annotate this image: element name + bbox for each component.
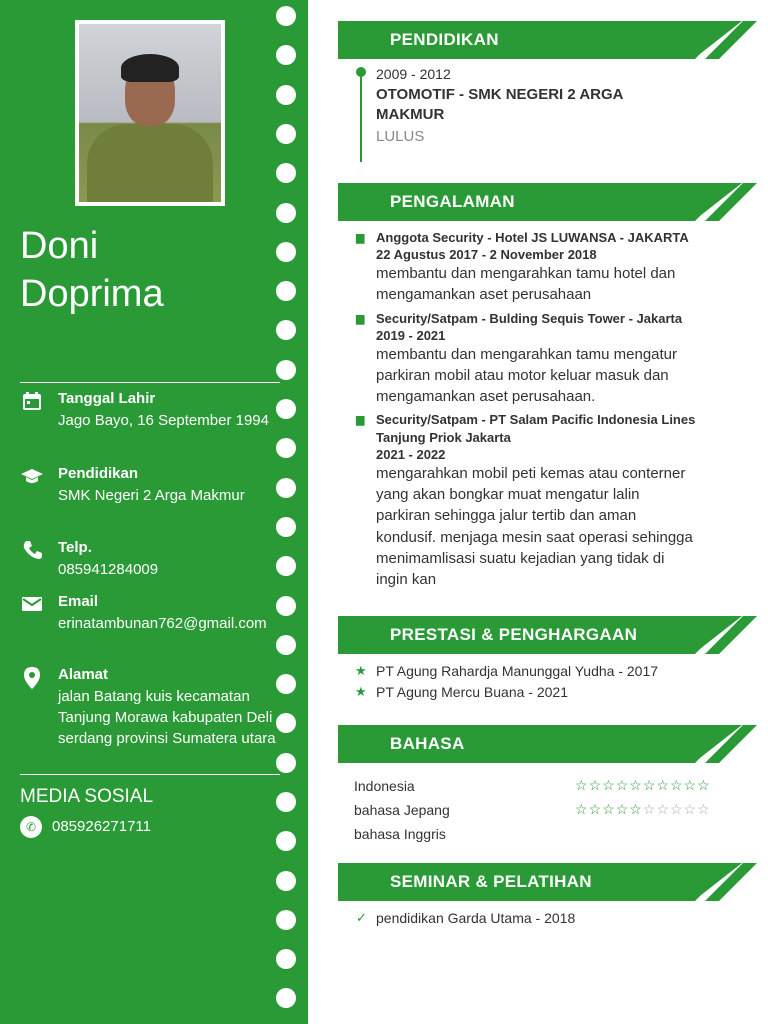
calendar-icon [20,390,44,412]
check-icon: ✓ [356,910,367,925]
timeline-line [360,72,362,162]
seminar-item: pendidikan Garda Utama - 2018 [376,910,576,926]
binding-hole [276,438,296,458]
address-value: jalan Batang kuis kecamatan Tanjung Morawa kabupaten Deli serdang provinsi Sumatera utara [58,688,276,747]
exp-desc: menimamlisasi suatu kejadian yang tidak di [376,550,665,567]
binding-hole [276,124,296,144]
rating-star-icon: ☆ [683,801,698,817]
exp-desc: membantu dan mengarahkan tamu hotel dan [376,265,676,282]
binding-hole [276,792,296,812]
rating-star-icon: ☆ [575,801,589,817]
exp-desc: membantu dan mengarahkan tamu mengatur [376,346,678,363]
binding-hole [276,988,296,1008]
section-title: PENGALAMAN [390,192,515,211]
exp-title-2: Tanjung Priok Jakarta [376,430,511,445]
phone-value: 085941284009 [58,561,159,578]
binding-hole [276,753,296,773]
language-name: Indonesia [354,778,415,794]
name-last: Doprima [20,273,164,315]
email-title: Email [58,593,99,610]
binding-hole [276,831,296,851]
binding-holes [276,0,300,1024]
section-prestasi [338,616,742,654]
rating-star-icon: ☆ [683,777,698,793]
binding-hole [276,360,296,380]
mail-icon [20,593,44,615]
rating-star-icon: ☆ [588,801,603,817]
language-name: bahasa Jepang [354,802,450,818]
exp-period: 2021 - 2022 [376,447,446,462]
section-seminar [338,863,742,901]
binding-hole [276,871,296,891]
birth-title: Tanggal Lahir [58,390,156,407]
binding-hole [276,242,296,262]
edu-school-2: MAKMUR [376,106,445,123]
exp-desc: mengamankan aset perusahaan [376,286,592,303]
education-value: SMK Negeri 2 Arga Makmur [58,487,245,504]
section-pendidikan [338,21,742,59]
binding-hole [276,635,296,655]
section-title: PRESTASI & PENGHARGAAN [390,625,638,644]
rating-star-icon: ☆ [697,777,711,793]
language-name: bahasa Inggris [354,826,446,842]
binding-hole [276,949,296,969]
divider [20,774,280,775]
language-rating [575,801,711,818]
exp-period: 22 Agustus 2017 - 2 November 2018 [376,247,597,262]
briefcase-icon: ▆ [356,313,365,325]
star-icon: ★ [355,684,367,699]
binding-hole [276,281,296,301]
name-first: Doni [20,225,99,267]
binding-hole [276,596,296,616]
exp-title: Anggota Security - Hotel JS LUWANSA - JAKARTA [376,230,689,245]
award-item: PT Agung Rahardja Manunggal Yudha - 2017 [376,663,659,679]
binding-hole [276,45,296,65]
exp-desc: yang akan bongkar muat mengatur lalin [376,486,640,503]
binding-hole [276,6,296,26]
phone-title: Telp. [58,539,92,556]
education-title: Pendidikan [58,465,139,482]
exp-period: 2019 - 2021 [376,328,446,343]
whatsapp-row [20,816,151,838]
exp-title: Security/Satpam - Bulding Sequis Tower - Jakarta [376,311,683,326]
rating-star-icon: ☆ [656,777,670,793]
graduation-cap-icon [20,465,44,487]
exp-desc: mengarahkan mobil peti kemas atau conterner [376,465,686,482]
media-title: MEDIA SOSIAL [20,786,154,807]
exp-desc: mengamankan aset perusahaan. [376,388,596,405]
exp-desc: parkiran mobil atau motor keluar masuk dan [376,367,669,384]
edu-status: LULUS [376,128,425,145]
profile-photo [75,20,225,206]
binding-hole [276,320,296,340]
rating-star-icon: ☆ [629,777,643,793]
exp-desc: kondusif. menjaga mesin saat operasi sehingga [376,529,693,546]
section-title: SEMINAR & PELATIHAN [390,872,592,891]
birth-value: Jago Bayo, 16 September 1994 [58,412,269,429]
phone-icon [20,539,44,561]
language-rating [575,777,711,794]
rating-star-icon: ☆ [642,777,657,793]
briefcase-icon: ▆ [356,414,365,426]
briefcase-icon: ▆ [356,232,365,244]
rating-star-icon: ☆ [588,777,603,793]
rating-star-icon: ☆ [669,801,684,817]
rating-star-icon: ☆ [656,801,670,817]
timeline-dot [356,67,366,77]
edu-school-1: OTOMOTIF - SMK NEGERI 2 ARGA [376,86,624,103]
edu-years: 2009 - 2012 [376,66,451,82]
star-icon: ★ [355,663,367,678]
section-bahasa [338,725,742,763]
award-item: PT Agung Mercu Buana - 2021 [376,684,568,700]
binding-hole [276,910,296,930]
address-title: Alamat [58,666,109,683]
section-title: PENDIDIKAN [390,30,499,49]
section-title: BAHASA [390,734,465,753]
exp-title: Security/Satpam - PT Salam Pacific Indonesia Lines [376,412,696,427]
exp-desc: ingin kan [376,571,437,588]
location-pin-icon [20,666,44,688]
whatsapp-icon: ✆ [20,816,42,838]
rating-star-icon: ☆ [602,801,616,817]
section-pengalaman [338,183,742,221]
email-value: erinatambunan762@gmail.com [58,615,267,632]
rating-star-icon: ☆ [575,777,589,793]
binding-hole [276,85,296,105]
rating-star-icon: ☆ [642,801,657,817]
binding-hole [276,163,296,183]
divider [20,382,280,383]
profile-name [20,222,164,318]
rating-star-icon: ☆ [629,801,643,817]
binding-hole [276,517,296,537]
exp-desc: parkiran sehingga jalur tertib dan aman [376,507,637,524]
rating-star-icon: ☆ [697,801,711,817]
whatsapp-number: 085926271711 [52,817,151,835]
binding-hole [276,203,296,223]
rating-star-icon: ☆ [602,777,616,793]
rating-star-icon: ☆ [615,777,630,793]
rating-star-icon: ☆ [669,777,684,793]
rating-star-icon: ☆ [615,801,630,817]
